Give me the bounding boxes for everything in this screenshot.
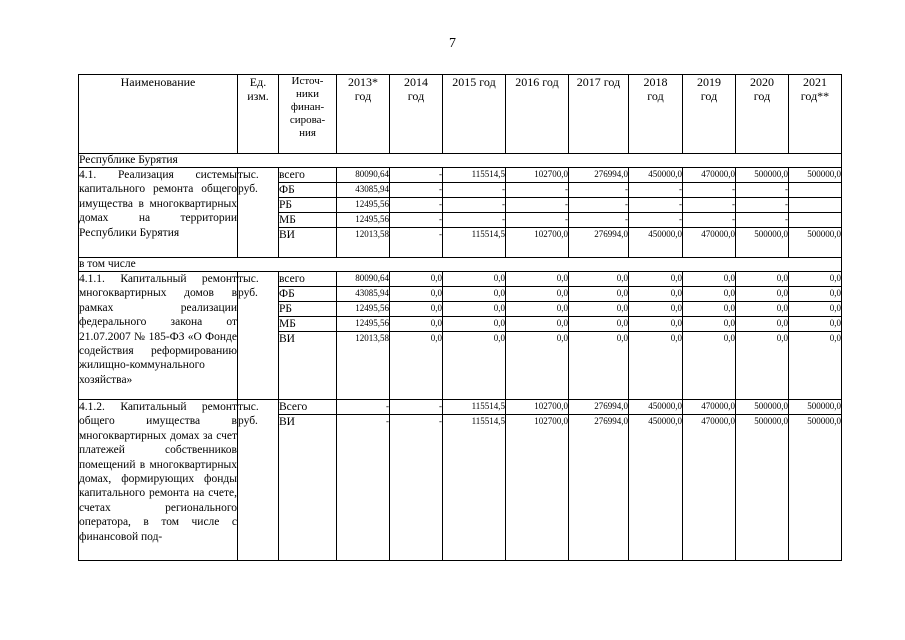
value-cell: - [390, 183, 443, 198]
value-cell: 470000,0 [683, 228, 736, 258]
value-cell: 450000,0 [629, 228, 683, 258]
table-row [79, 272, 842, 287]
value-cell: 470000,0 [683, 168, 736, 183]
value-cell: - [390, 198, 443, 213]
value-cell: 12495,56 [337, 213, 390, 228]
value-cell: - [683, 213, 736, 228]
section-title: Республике Бурятия [79, 154, 842, 168]
source-cell: ВИ [279, 415, 337, 561]
value-cell: 0,0 [629, 272, 683, 287]
value-cell: 0,0 [736, 302, 789, 317]
value-cell: - [337, 400, 390, 415]
value-cell: 102700,0 [506, 228, 569, 258]
header-source-text: Источ- ники финан- сирова- ния [289, 75, 326, 139]
value-cell: 0,0 [569, 302, 629, 317]
value-cell: 500000,0 [789, 228, 842, 258]
source-cell: РБ [279, 302, 337, 317]
value-cell: 0,0 [683, 302, 736, 317]
value-cell: 276994,0 [569, 228, 629, 258]
value-cell: 0,0 [390, 332, 443, 400]
value-cell: 470000,0 [683, 400, 736, 415]
value-cell: 0,0 [443, 272, 506, 287]
value-cell: 0,0 [629, 302, 683, 317]
value-cell: 0,0 [789, 287, 842, 302]
value-cell: - [736, 198, 789, 213]
value-cell: 500000,0 [736, 168, 789, 183]
value-cell: - [443, 213, 506, 228]
header-year-text: 2018 год [643, 75, 668, 103]
value-cell: 0,0 [443, 287, 506, 302]
value-cell: 500000,0 [736, 400, 789, 415]
source-cell: МБ [279, 317, 337, 332]
value-cell: 0,0 [736, 332, 789, 400]
value-cell: 500000,0 [736, 228, 789, 258]
header-year-6 [683, 75, 736, 154]
value-cell: 470000,0 [683, 415, 736, 561]
financing-table [78, 74, 842, 561]
value-cell: 0,0 [390, 287, 443, 302]
value-cell: - [506, 213, 569, 228]
source-cell: ВИ [279, 228, 337, 258]
header-year-7 [736, 75, 789, 154]
section-row [79, 154, 842, 168]
header-year-text: 2016 год [515, 75, 559, 89]
value-cell: 80090,64 [337, 168, 390, 183]
header-year-text: 2017 год [576, 75, 621, 89]
value-cell [789, 213, 842, 228]
value-cell: 0,0 [789, 302, 842, 317]
header-year-text: 2021 год** [800, 75, 830, 103]
value-cell: 500000,0 [789, 168, 842, 183]
header-year-1 [390, 75, 443, 154]
header-year-5 [629, 75, 683, 154]
value-cell: 0,0 [569, 287, 629, 302]
value-cell: - [683, 198, 736, 213]
value-cell: - [390, 168, 443, 183]
value-cell: 0,0 [506, 272, 569, 287]
value-cell: 0,0 [569, 272, 629, 287]
value-cell: - [683, 183, 736, 198]
source-cell: ВИ [279, 332, 337, 400]
source-cell: РБ [279, 198, 337, 213]
value-cell: 0,0 [390, 317, 443, 332]
value-cell: 0,0 [789, 317, 842, 332]
value-cell: 43085,94 [337, 183, 390, 198]
value-cell: 0,0 [736, 272, 789, 287]
value-cell: 12495,56 [337, 198, 390, 213]
value-cell: 43085,94 [337, 287, 390, 302]
header-year-2 [443, 75, 506, 154]
value-cell: 0,0 [390, 272, 443, 287]
value-cell: 0,0 [736, 287, 789, 302]
block3-unit: тыс. руб. [238, 400, 279, 561]
header-year-8 [789, 75, 842, 154]
source-cell: ФБ [279, 287, 337, 302]
value-cell: 0,0 [506, 317, 569, 332]
value-cell [789, 183, 842, 198]
value-cell: 0,0 [569, 332, 629, 400]
value-cell: 450000,0 [629, 400, 683, 415]
value-cell: 0,0 [683, 272, 736, 287]
value-cell: - [569, 198, 629, 213]
value-cell: - [443, 183, 506, 198]
value-cell: 0,0 [506, 332, 569, 400]
block3-name: 4.1.2. Капитальный ремонт общего имущества в многоквартирных домах за счет платежей собственников помещений в многоквартирных домах, формирующих фонды капитального ремонта на счете, счетах регионального оператора, в том числе с финансовой под- [79, 400, 238, 561]
value-cell: - [390, 400, 443, 415]
value-cell: 0,0 [443, 332, 506, 400]
value-cell: 115514,5 [443, 228, 506, 258]
source-cell: всего [279, 272, 337, 287]
header-source [279, 75, 337, 154]
value-cell: - [390, 228, 443, 258]
value-cell: - [390, 415, 443, 561]
page-number: 7 [449, 36, 456, 51]
value-cell: - [506, 198, 569, 213]
value-cell: 500000,0 [789, 400, 842, 415]
header-unit-text: Ед. изм. [247, 75, 269, 103]
header-year-text: 2015 год [452, 75, 496, 89]
value-cell: - [629, 198, 683, 213]
value-cell: - [337, 415, 390, 561]
value-cell: 500000,0 [736, 415, 789, 561]
value-cell: 276994,0 [569, 415, 629, 561]
block1-name: 4.1. Реализация системы капитального ремонта общего имущества в многоквартирных домах на территории Республики Бурятия [79, 168, 238, 258]
value-cell: 0,0 [390, 302, 443, 317]
value-cell: 0,0 [443, 302, 506, 317]
value-cell: 500000,0 [789, 415, 842, 561]
table-row [79, 168, 842, 183]
value-cell: 0,0 [506, 302, 569, 317]
value-cell: 80090,64 [337, 272, 390, 287]
block1-unit: тыс. руб. [238, 168, 279, 258]
value-cell: 115514,5 [443, 168, 506, 183]
value-cell: 0,0 [569, 317, 629, 332]
value-cell: - [390, 213, 443, 228]
value-cell: - [736, 213, 789, 228]
value-cell: 0,0 [443, 317, 506, 332]
value-cell: 0,0 [629, 287, 683, 302]
value-cell: 12495,56 [337, 317, 390, 332]
source-cell: Всего [279, 400, 337, 415]
value-cell: 0,0 [683, 317, 736, 332]
source-cell: ФБ [279, 183, 337, 198]
value-cell: 450000,0 [629, 168, 683, 183]
value-cell: 115514,5 [443, 415, 506, 561]
value-cell: 0,0 [506, 287, 569, 302]
header-row [79, 75, 842, 154]
value-cell: 0,0 [683, 332, 736, 400]
value-cell: 115514,5 [443, 400, 506, 415]
value-cell: 0,0 [736, 317, 789, 332]
value-cell: - [443, 198, 506, 213]
block2-name: 4.1.1. Капитальный ремонт многоквартирных домов в рамках реализации федерального закона от 21.07.2007 № 185-ФЗ «О Фонде содействия реформированию жилищно-коммунального хозяйства» [79, 272, 238, 400]
value-cell: - [506, 183, 569, 198]
value-cell: - [629, 213, 683, 228]
value-cell: 0,0 [789, 272, 842, 287]
source-cell: всего [279, 168, 337, 183]
value-cell: - [629, 183, 683, 198]
header-year-text: 2019 год [697, 75, 721, 103]
header-year-3 [506, 75, 569, 154]
table-row [79, 400, 842, 415]
source-cell: МБ [279, 213, 337, 228]
header-year-text: 2013* год [348, 75, 378, 103]
value-cell: 450000,0 [629, 415, 683, 561]
value-cell: 0,0 [629, 317, 683, 332]
subsection-row [79, 258, 842, 272]
value-cell: 0,0 [629, 332, 683, 400]
value-cell: - [569, 213, 629, 228]
value-cell: 12013,58 [337, 332, 390, 400]
header-year-text: 2014 год [404, 75, 428, 103]
header-year-4 [569, 75, 629, 154]
value-cell: 0,0 [683, 287, 736, 302]
block2-unit: тыс. руб. [238, 272, 279, 400]
value-cell: 102700,0 [506, 415, 569, 561]
value-cell: 0,0 [789, 332, 842, 400]
subsection-title: в том числе [79, 258, 842, 272]
value-cell: 12495,56 [337, 302, 390, 317]
value-cell: 276994,0 [569, 400, 629, 415]
value-cell: - [569, 183, 629, 198]
header-name: Наименование [79, 75, 238, 154]
table-body [79, 75, 842, 561]
value-cell: 276994,0 [569, 168, 629, 183]
header-year-0 [337, 75, 390, 154]
value-cell [789, 198, 842, 213]
value-cell: 12013,58 [337, 228, 390, 258]
header-year-text: 2020 год [750, 75, 774, 103]
value-cell: 102700,0 [506, 168, 569, 183]
value-cell: - [736, 183, 789, 198]
value-cell: 102700,0 [506, 400, 569, 415]
header-unit [238, 75, 279, 154]
